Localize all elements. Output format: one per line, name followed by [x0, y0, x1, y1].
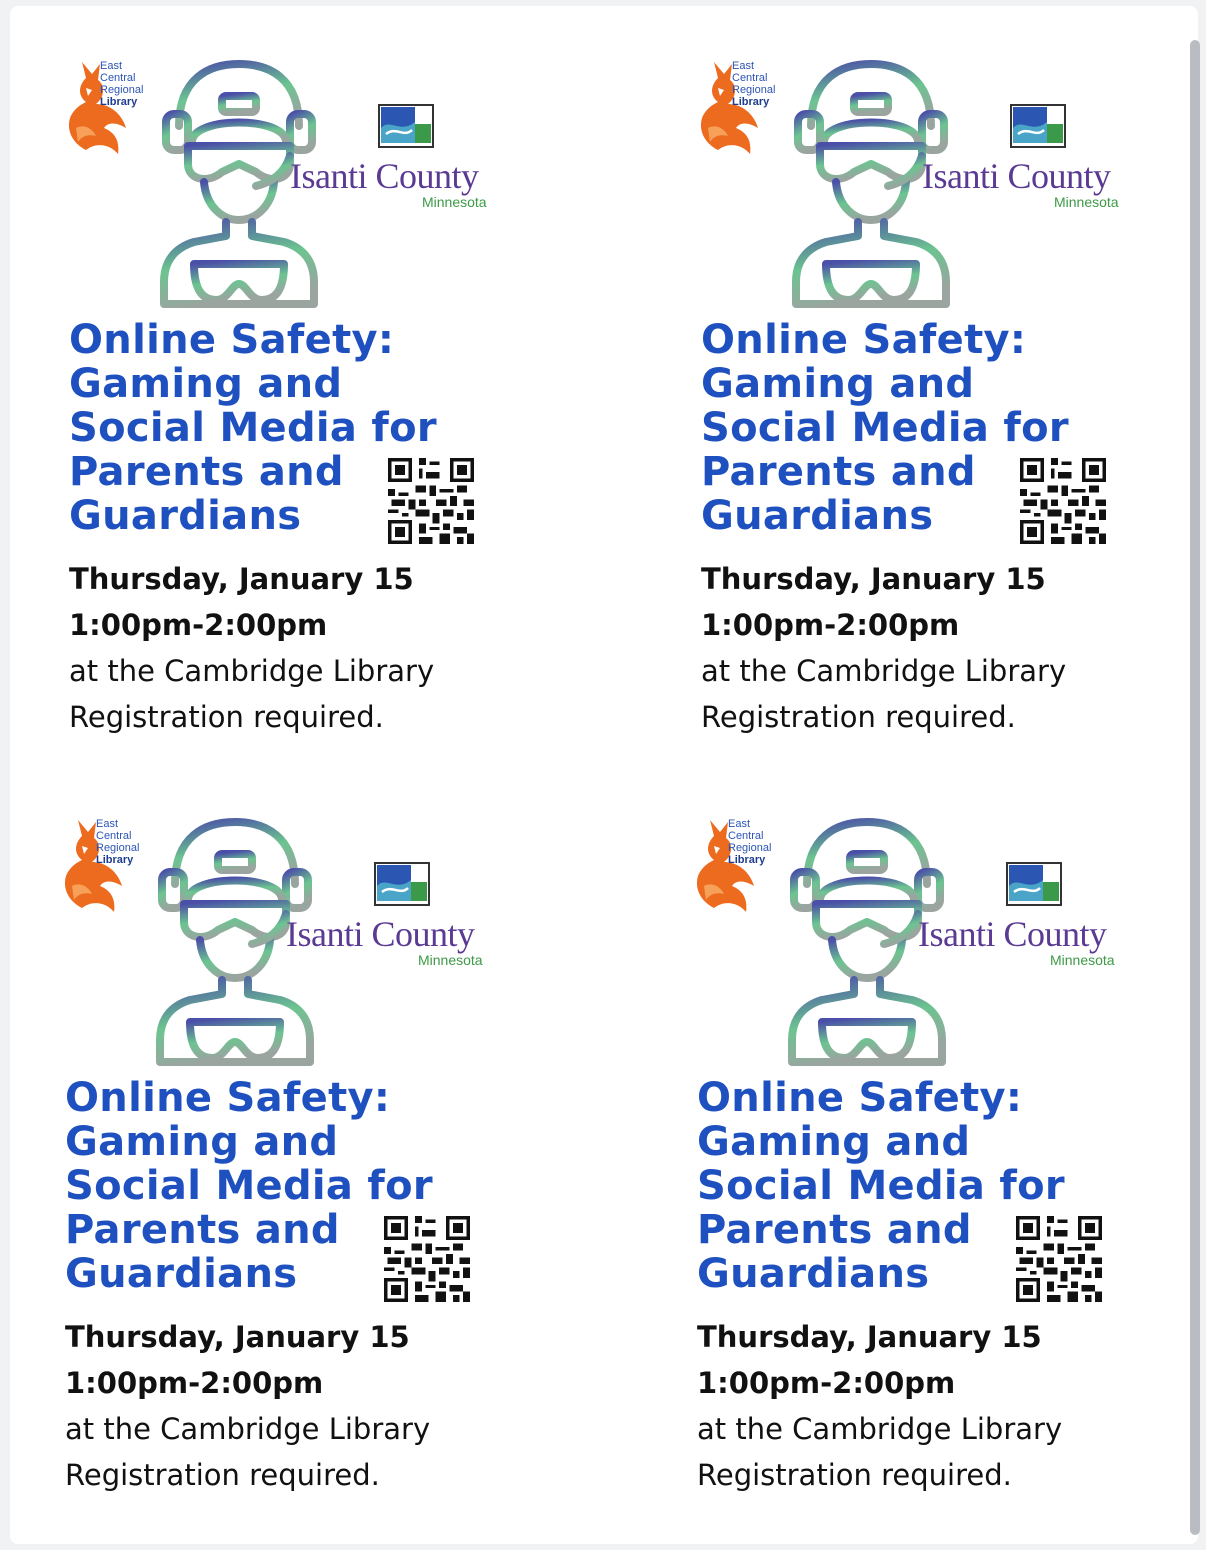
flyer — [642, 764, 1202, 1492]
event-time: 1:00pm-2:00pm — [701, 608, 960, 642]
event-date: Thursday, January 15 — [69, 562, 414, 596]
flyer — [646, 6, 1206, 734]
event-title: Online Safety: Gaming and Social Media for Parents and Guardians — [65, 1075, 433, 1297]
event-date: Thursday, January 15 — [697, 1320, 1042, 1354]
registration-note: Registration required. — [65, 1458, 380, 1492]
flyer — [14, 6, 574, 734]
event-date: Thursday, January 15 — [701, 562, 1046, 596]
flyer — [10, 764, 570, 1492]
qr-code-icon — [388, 458, 474, 544]
event-title: Online Safety: Gaming and Social Media for Parents and Guardians — [69, 317, 437, 539]
county-name: Isanti County — [918, 914, 1107, 954]
document-page — [10, 6, 1198, 1544]
event-time: 1:00pm-2:00pm — [69, 608, 328, 642]
county-state: Minnesota — [418, 952, 483, 968]
county-flag-icon — [378, 104, 434, 148]
county-flag-icon — [374, 862, 430, 906]
event-location: at the Cambridge Library — [65, 1412, 431, 1446]
library-logo-text: East Central Regional Library — [96, 818, 140, 866]
county-name: Isanti County — [922, 156, 1111, 196]
county-state: Minnesota — [1050, 952, 1115, 968]
event-time: 1:00pm-2:00pm — [65, 1366, 324, 1400]
event-title: Online Safety: Gaming and Social Media for Parents and Guardians — [697, 1075, 1065, 1297]
event-date: Thursday, January 15 — [65, 1320, 410, 1354]
county-flag-icon — [1006, 862, 1062, 906]
county-state: Minnesota — [1054, 194, 1119, 210]
registration-note: Registration required. — [69, 700, 384, 734]
registration-note: Registration required. — [701, 700, 1016, 734]
event-title: Online Safety: Gaming and Social Media for Parents and Guardians — [701, 317, 1069, 539]
event-time: 1:00pm-2:00pm — [697, 1366, 956, 1400]
county-flag-icon — [1010, 104, 1066, 148]
qr-code-icon — [1020, 458, 1106, 544]
library-logo-text: East Central Regional Library — [100, 60, 144, 108]
event-location: at the Cambridge Library — [697, 1412, 1063, 1446]
qr-code-icon — [384, 1216, 470, 1302]
qr-code-icon — [1016, 1216, 1102, 1302]
county-name: Isanti County — [290, 156, 479, 196]
library-logo-text: East Central Regional Library — [728, 818, 772, 866]
registration-note: Registration required. — [697, 1458, 1012, 1492]
county-name: Isanti County — [286, 914, 475, 954]
event-location: at the Cambridge Library — [701, 654, 1067, 688]
event-location: at the Cambridge Library — [69, 654, 435, 688]
vertical-scrollbar[interactable] — [1190, 40, 1200, 1535]
library-logo-text: East Central Regional Library — [732, 60, 776, 108]
county-state: Minnesota — [422, 194, 487, 210]
